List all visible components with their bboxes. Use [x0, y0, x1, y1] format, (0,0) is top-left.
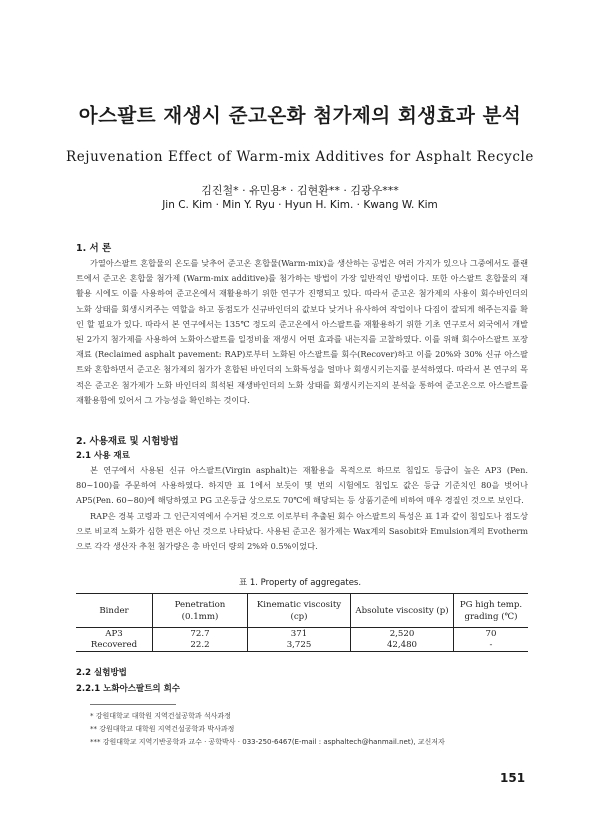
table-header-row — [76, 594, 528, 628]
footnote-divider — [90, 704, 176, 705]
table-cell: 72.7 — [153, 628, 248, 640]
page-number: 151 — [500, 771, 526, 785]
table-cell: 3,725 — [248, 640, 351, 652]
table-row — [76, 628, 528, 640]
header-binder: Binder — [76, 594, 153, 628]
footnote-1: * 강원대학교 대학원 지역건설공학과 석사과정 — [90, 712, 231, 720]
footnote-3: *** 강원대학교 지역기반공학과 교수 · 공학박사 · 033-250-6467(E-mail : asphaltech@hanmail.net), 교신저자 — [90, 738, 445, 746]
footnote-2: ** 강원대학교 대학원 지역건설공학과 박사과정 — [90, 725, 235, 733]
table-cell: Recovered — [76, 640, 153, 652]
table-cell: 42,480 — [351, 640, 454, 652]
section-2-1-heading: 2.1 사용 재료 — [76, 451, 130, 461]
section-2-2-1-heading: 2.2.1 노화아스팔트의 회수 — [76, 684, 181, 694]
section-2-1-body — [76, 463, 528, 554]
table-cell: 22.2 — [153, 640, 248, 652]
table-caption: 표 1. Property of aggregates. — [238, 578, 362, 588]
authors-korean: 김진철* · 유민용* · 김현환** · 김광우*** — [201, 184, 399, 197]
property-table — [76, 593, 528, 652]
section-2-heading: 2. 사용재료 및 시험방법 — [76, 436, 179, 447]
section-2-1-paragraph-1: 본 연구에서 사용된 신규 아스팔트(Virgin asphalt)는 재활용을 목적으로 하므로 침입도 등급이 높은 AP3 (Pen. 80~100)를 주문하여 사용하였다. 하지만 표 1에서 보듯이 몇 번의 시험에도 침입도 값은 등급 기준치인 80을 벗어나 AP5(Pen. 60~80)에 해당하였고 PG 고온등급 상으로도 70℃에 해당되는 등 상품기준에 비하여 매우 경질인 것으로 보인다. — [76, 465, 528, 506]
section-1-paragraph: 가열아스팔트 혼합물의 온도를 낮추어 준고온 혼합물(Warm-mix)을 생산하는 공법은 여러 가지가 있으나 그중에서도 플랜트에서 준고온 혼합물 첨가제 (Warm-mix additive)를 첨가하는 방법이 가장 일반적인 방법이다. 또한 아스팔트 혼합물의 재활용 시에도 이를 사용하여 준고온에서 재활용하기 위한 연구가 진행되고 있다. 따라서 준고온 첨가제의 사용이 회수바인더의 노화 상태를 회생시켜주는 역할을 하고 동점도가 신규바인더의 값보다 낮거나 유사하여 작업이나 다짐이 잘되게 해주는지를 확인 할 필요가 있다. 따라서 본 연구에서는 135℃ 정도의 준고온에서 아스팔트를 재활용하기 위한 기초 연구로서 외국에서 개발된 2가지 첨가제를 사용하여 노화아스팔트를 일정비율 재생시 어떤 효과를 내는지를 고찰하였다. 이를 위해 회수아스팔트 포장재료 (Reclaimed asphalt pavement: RAP)로부터 노화된 아스팔트를 회수(Recover)하고 이를 20%와 30% 신규 아스팔트와 혼합하면서 준고온 첨가제의 첨가가 혼합된 바인더의 노화특성을 얼마나 회생시키는지를 분석하였다. 따라서 본 연구의 목적은 준고온 첨가제가 노화 바인더의 희석된 재생바인더의 노화 상태를 회생시키는지의 분석을 통하여 준고온으로 아스팔트를 재활용함에 있어서 그 가능성을 확인하는 것이다. — [76, 258, 528, 405]
table-cell: AP3 — [105, 628, 123, 639]
section-1-body — [76, 256, 528, 408]
paper-subtitle: Rejuvenation Effect of Warm-mix Additives for Asphalt Recycle — [65, 149, 535, 165]
table-cell: 70 — [454, 628, 529, 640]
section-2-2-heading: 2.2 실험방법 — [76, 668, 127, 678]
header-pg-grading: PG high temp. grading (℃) — [454, 594, 529, 628]
paper-title: 아스팔트 재생시 준고온화 첨가제의 회생효과 분석 — [78, 104, 522, 127]
table-cell: 2,520 — [351, 628, 454, 640]
table-cell: - — [454, 640, 529, 652]
table-cell: 371 — [248, 628, 351, 640]
header-penetration: Penetration (0.1mm) — [153, 594, 248, 628]
table-row — [76, 640, 528, 652]
header-absolute-viscosity: Absolute viscosity (p) — [351, 594, 454, 628]
section-1-heading: 1. 서 론 — [76, 243, 112, 254]
section-2-1-paragraph-2: RAP은 경북 고령과 그 인근지역에서 수거된 것으로 이로부터 추출된 회수 아스팔트의 특성은 표 1과 같이 침입도나 점도상으로 비교적 노화가 심한 편은 아닌 것으로 나타났다. 사용된 준고온 첨가제는 Wax계의 Sasobit와 Emulsion계의 Evotherm으로 각각 생산자 추천 첨가량은 총 바인더 량의 2%와 0.5%이었다. — [76, 510, 528, 552]
authors-english: Jin C. Kim · Min Y. Ryu · Hyun H. Kim. · Kwang W. Kim — [162, 199, 438, 211]
header-kinematic-viscosity: Kinematic viscosity (cp) — [248, 594, 351, 628]
